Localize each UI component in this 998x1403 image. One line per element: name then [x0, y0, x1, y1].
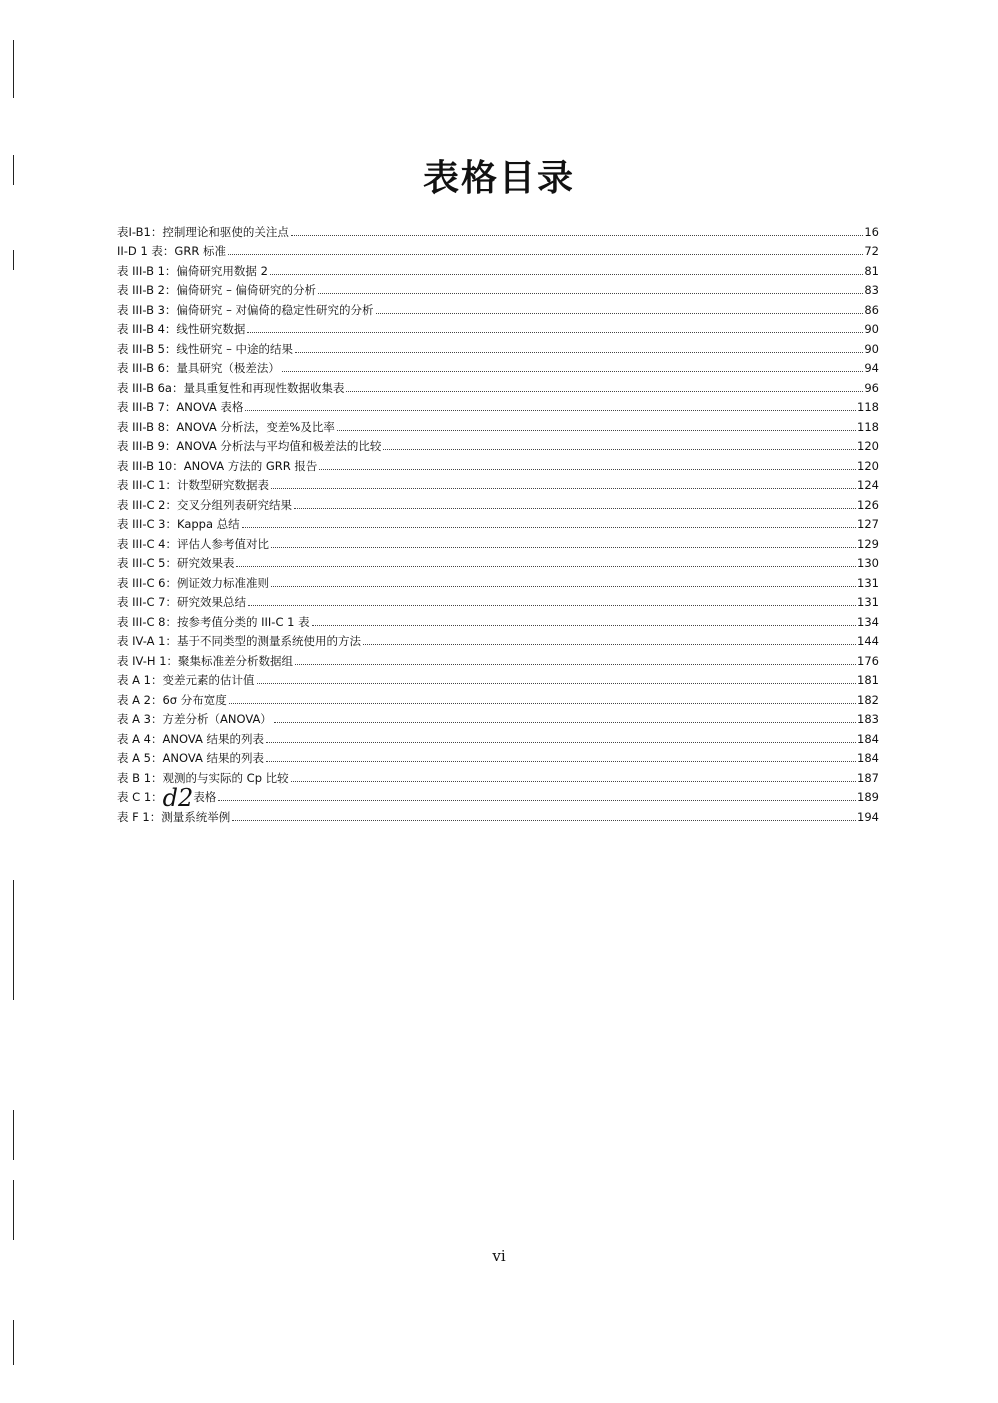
toc-entry[interactable] [117, 492, 879, 512]
toc-entry[interactable] [117, 473, 879, 493]
toc-entry-label: 表 III-C 6：例证效力标准准则 [117, 575, 269, 590]
dot-leader [383, 448, 856, 450]
dot-leader [295, 663, 856, 665]
toc-entry[interactable] [117, 570, 879, 590]
toc-entry-page: 187 [857, 770, 879, 785]
toc-entry-page: 96 [864, 380, 879, 395]
toc-entry[interactable] [117, 784, 879, 812]
toc-entry-label: 表 III-C 3：Kappa 总结 [117, 517, 240, 531]
toc-entry-label: 表 III-B 1：偏倚研究用数据 2 [117, 263, 268, 278]
toc-entry-label: 表 C 1： [117, 790, 163, 804]
dot-leader [232, 819, 856, 821]
toc-entry[interactable] [117, 687, 879, 707]
toc-entry[interactable] [117, 707, 879, 727]
toc-entry-label: 表 III-C 8：按参考值分类的 III-C 1 表 [117, 614, 310, 629]
dot-leader [266, 760, 856, 762]
scan-edge-mark [13, 1110, 14, 1160]
toc-entry[interactable] [117, 297, 879, 317]
toc-entry[interactable] [117, 726, 879, 746]
toc-entry-label: 表 III-B 7：ANOVA 表格 [117, 400, 244, 414]
dot-leader [228, 253, 863, 255]
toc-entry-page: 127 [857, 517, 879, 531]
toc-entry-label: 表 A 3：方差分析（ANOVA） [117, 712, 272, 726]
toc-entry-label: 表 A 2：6σ 分布宽度 [117, 692, 227, 707]
dot-leader [245, 409, 856, 411]
toc-entry-page: 189 [857, 790, 879, 804]
toc-entry[interactable] [117, 395, 879, 415]
dot-leader [236, 565, 856, 567]
dot-leader [337, 429, 856, 431]
scan-edge-mark [13, 250, 14, 270]
toc-entry-page: 126 [857, 497, 879, 512]
toc-entry-page: 181 [857, 673, 879, 687]
table-of-contents [117, 219, 879, 824]
toc-entry-label: 表 III-C 1：计数型研究数据表 [117, 478, 269, 492]
toc-entry-label: 表 III-B 2：偏倚研究 – 偏倚研究的分析 [117, 283, 316, 297]
dot-leader [294, 507, 856, 509]
dot-leader [266, 741, 856, 743]
toc-entry[interactable] [117, 258, 879, 278]
dot-leader [242, 526, 856, 528]
toc-entry-label: 表 III-B 9：ANOVA 分析法与平均值和极差法的比较 [117, 439, 382, 453]
toc-entry-label: 表I-B1：控制理论和驱使的关注点 [117, 224, 289, 239]
dot-leader [248, 604, 856, 606]
scan-edge-mark [13, 40, 14, 98]
dot-leader [271, 546, 856, 548]
toc-entry-label: 表 III-B 5：线性研究 – 中途的结果 [117, 341, 293, 356]
toc-entry[interactable] [117, 219, 879, 239]
dot-leader [295, 351, 863, 353]
dot-leader [247, 331, 863, 333]
toc-entry-page: 183 [857, 712, 879, 726]
toc-entry[interactable] [117, 531, 879, 551]
toc-entry-label: 表 B 1：观测的与实际的 Cp 比较 [117, 770, 289, 785]
toc-entry-label: 表 III-C 2：交叉分组列表研究结果 [117, 497, 292, 512]
dot-leader [291, 780, 856, 782]
toc-entry[interactable] [117, 317, 879, 337]
toc-entry[interactable] [117, 336, 879, 356]
toc-entry-suffix: 表格 [193, 790, 217, 804]
toc-entry-label: 表 III-B 8：ANOVA 分析法，变差%及比率 [117, 419, 335, 434]
dot-leader [318, 292, 863, 294]
dot-leader [282, 370, 863, 372]
toc-entry[interactable] [117, 609, 879, 629]
toc-entry-page: 81 [864, 263, 879, 278]
page-number-footer: vi [492, 1247, 506, 1265]
toc-entry-label: 表 III-B 4：线性研究数据 [117, 322, 246, 336]
dot-leader [363, 643, 856, 645]
toc-entry-page: 120 [857, 439, 879, 453]
toc-entry-label: 表 III-C 7：研究效果总结 [117, 595, 246, 609]
toc-entry-page: 194 [857, 809, 879, 824]
toc-entry-label: 表 III-B 10：ANOVA 方法的 GRR 报告 [117, 458, 318, 473]
toc-entry-page: 131 [857, 575, 879, 590]
toc-entry-label: 表 A 1：变差元素的估计值 [117, 673, 255, 687]
toc-entry-symbol: d2 [162, 784, 194, 812]
dot-leader [218, 799, 856, 801]
toc-entry-label: 表 A 5：ANOVA 结果的列表 [117, 751, 264, 765]
toc-entry-page: 134 [857, 614, 879, 629]
toc-entry-label: 表 III-B 3：偏倚研究 – 对偏倚的稳定性研究的分析 [117, 302, 374, 317]
scan-edge-mark [13, 1320, 14, 1365]
toc-entry-page: 90 [864, 341, 879, 356]
toc-entry-label: 表 IV-A 1：基于不同类型的测量系统使用的方法 [117, 634, 361, 648]
toc-entry[interactable] [117, 453, 879, 473]
toc-entry-page: 124 [857, 478, 879, 492]
dot-leader [271, 585, 856, 587]
toc-entry-page: 129 [857, 536, 879, 551]
toc-entry-label: 表 F 1：测量系统举例 [117, 809, 231, 824]
toc-entry-label: 表 A 4：ANOVA 结果的列表 [117, 731, 264, 746]
dot-leader [346, 390, 863, 392]
toc-entry-page: 130 [857, 556, 879, 570]
toc-entry[interactable] [117, 551, 879, 571]
toc-entry-page: 72 [864, 244, 879, 258]
dot-leader [376, 312, 864, 314]
dot-leader [319, 468, 856, 470]
toc-entry-label: 表 III-B 6：量具研究（极差法） [117, 361, 280, 375]
scan-edge-mark [13, 1180, 14, 1240]
toc-entry-label: 表 III-B 6a：量具重复性和再现性数据收集表 [117, 380, 345, 395]
dot-leader [271, 487, 856, 489]
dot-leader [229, 702, 856, 704]
toc-entry[interactable] [117, 512, 879, 532]
dot-leader [270, 273, 863, 275]
toc-entry[interactable] [117, 278, 879, 298]
toc-entry[interactable] [117, 804, 879, 824]
toc-entry-page: 184 [857, 751, 879, 765]
toc-entry-label: 表 III-C 5：研究效果表 [117, 556, 235, 570]
toc-entry-page: 118 [857, 419, 879, 434]
toc-entry-page: 118 [857, 400, 879, 414]
toc-entry-label: 表 IV-H 1：聚集标准差分析数据组 [117, 653, 294, 668]
toc-entry[interactable] [117, 375, 879, 395]
toc-entry-page: 176 [857, 653, 879, 668]
toc-entry-page: 182 [857, 692, 879, 707]
dot-leader [274, 721, 856, 723]
scan-edge-mark [13, 880, 14, 1000]
toc-entry-label: II-D 1 表：GRR 标准 [117, 244, 226, 258]
toc-entry-page: 131 [857, 595, 879, 609]
toc-entry[interactable] [117, 765, 879, 785]
toc-entry-page: 184 [857, 731, 879, 746]
toc-entry[interactable] [117, 648, 879, 668]
toc-entry[interactable] [117, 590, 879, 610]
toc-entry-label: 表 III-C 4：评估人参考值对比 [117, 536, 269, 551]
toc-entry[interactable] [117, 239, 879, 259]
dot-leader [312, 624, 856, 626]
toc-entry[interactable] [117, 356, 879, 376]
toc-entry-page: 86 [864, 302, 879, 317]
page-title: 表格目录 [422, 158, 575, 199]
dot-leader [291, 234, 864, 236]
toc-entry-page: 120 [857, 458, 879, 473]
dot-leader [257, 682, 857, 684]
toc-entry[interactable] [117, 746, 879, 766]
toc-entry-page: 144 [857, 634, 879, 648]
toc-entry[interactable] [117, 434, 879, 454]
toc-entry[interactable] [117, 668, 879, 688]
toc-entry-page: 94 [864, 361, 879, 375]
toc-entry-page: 16 [864, 224, 879, 239]
toc-entry-page: 90 [864, 322, 879, 336]
toc-entry-page: 83 [864, 283, 879, 297]
toc-entry[interactable] [117, 629, 879, 649]
toc-entry[interactable] [117, 414, 879, 434]
